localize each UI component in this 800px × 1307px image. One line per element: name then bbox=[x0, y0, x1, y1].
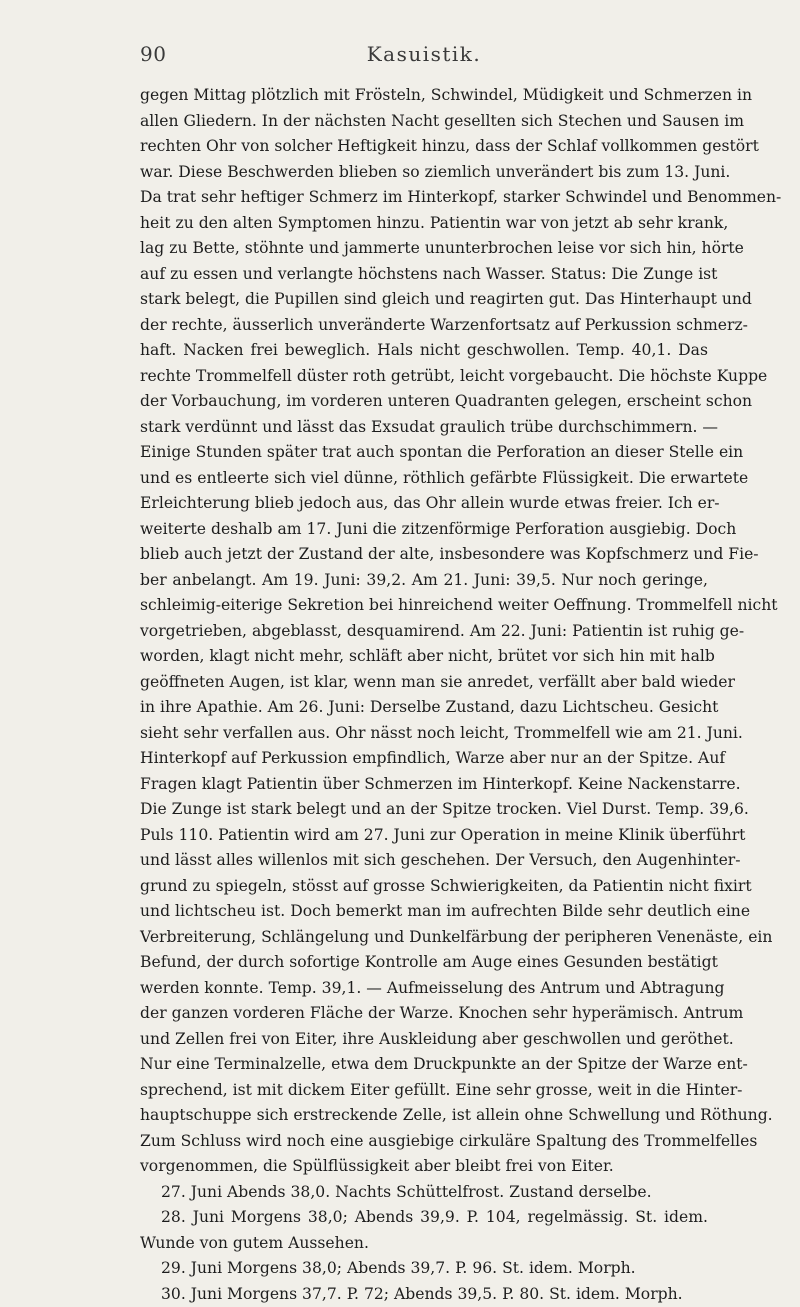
text-line: und lässt alles willenlos mit sich geschehen. Der Versuch, den Augenhinter- bbox=[140, 848, 708, 874]
text-line: Einige Stunden später trat auch spontan die Perforation an dieser Stelle ein bbox=[140, 440, 708, 466]
text-line: sprechend, ist mit dickem Eiter gefüllt. Eine sehr grosse, weit in die Hinter- bbox=[140, 1078, 708, 1104]
text-line: blieb auch jetzt der Zustand der alte, insbesondere was Kopfschmerz und Fie- bbox=[140, 542, 708, 568]
text-line: und es entleerte sich viel dünne, röthlich gefärbte Flüssigkeit. Die erwartete bbox=[140, 466, 708, 492]
page-header bbox=[140, 42, 708, 74]
text-line: lag zu Bette, stöhnte und jammerte ununterbrochen leise vor sich hin, hörte bbox=[140, 236, 708, 262]
text-line: rechte Trommelfell düster roth getrübt, leicht vorgebaucht. Die höchste Kuppe bbox=[140, 364, 708, 390]
text-line: vorgetrieben, abgeblasst, desquamirend. Am 22. Juni: Patientin ist ruhig ge- bbox=[140, 619, 708, 645]
text-line: stark verdünnt und lässt das Exsudat graulich trübe durchschimmern. — bbox=[140, 415, 708, 441]
text-line: Die Zunge ist stark belegt und an der Spitze trocken. Viel Durst. Temp. 39,6. bbox=[140, 797, 708, 823]
page-number: 90 bbox=[140, 42, 166, 66]
text-line: gegen Mittag plötzlich mit Frösteln, Schwindel, Müdigkeit und Schmerzen in bbox=[140, 83, 708, 109]
text-line: vorgenommen, die Spülflüssigkeit aber bleibt frei von Eiter. bbox=[140, 1154, 708, 1180]
text-line: rechten Ohr von solcher Heftigkeit hinzu, dass der Schlaf vollkommen gestört bbox=[140, 134, 708, 160]
text-line: hauptschuppe sich erstreckende Zelle, ist allein ohne Schwellung und Röthung. bbox=[140, 1103, 708, 1129]
text-line: Puls 110. Patientin wird am 27. Juni zur Operation in meine Klinik überführt bbox=[140, 823, 708, 849]
body-text bbox=[140, 83, 708, 1307]
text-line: worden, klagt nicht mehr, schläft aber nicht, brütet vor sich hin mit halb bbox=[140, 644, 708, 670]
text-line: der rechte, äusserlich unveränderte Warzenfortsatz auf Perkussion schmerz- bbox=[140, 313, 708, 339]
text-line: Fragen klagt Patientin über Schmerzen im Hinterkopf. Keine Nackenstarre. bbox=[140, 772, 708, 798]
running-title: Kasuistik. bbox=[140, 42, 708, 66]
text-line: 27. Juni Abends 38,0. Nachts Schüttelfrost. Zustand derselbe. bbox=[140, 1180, 708, 1206]
text-line: Da trat sehr heftiger Schmerz im Hinterkopf, starker Schwindel und Benommen- bbox=[140, 185, 708, 211]
text-line: Zum Schluss wird noch eine ausgiebige cirkuläre Spaltung des Trommelfelles bbox=[140, 1129, 708, 1155]
text-line: und lichtscheu ist. Doch bemerkt man im aufrechten Bilde sehr deutlich eine bbox=[140, 899, 708, 925]
text-line: grund zu spiegeln, stösst auf grosse Schwierigkeiten, da Patientin nicht fixirt bbox=[140, 874, 708, 900]
text-line: haft. Nacken frei beweglich. Hals nicht geschwollen. Temp. 40,1. Das bbox=[140, 338, 708, 364]
text-line: 28. Juni Morgens 38,0; Abends 39,9. P. 104, regelmässig. St. idem. bbox=[140, 1205, 708, 1231]
text-line: Hinterkopf auf Perkussion empfindlich, Warze aber nur an der Spitze. Auf bbox=[140, 746, 708, 772]
text-line: 30. Juni Morgens 37,7. P. 72; Abends 39,5. P. 80. St. idem. Morph. bbox=[140, 1282, 708, 1307]
text-line: Befund, der durch sofortige Kontrolle am Auge eines Gesunden bestätigt bbox=[140, 950, 708, 976]
text-line: sieht sehr verfallen aus. Ohr nässt noch leicht, Trommelfell wie am 21. Juni. bbox=[140, 721, 708, 747]
text-line: stark belegt, die Pupillen sind gleich und reagirten gut. Das Hinterhaupt und bbox=[140, 287, 708, 313]
text-line: Erleichterung blieb jedoch aus, das Ohr allein wurde etwas freier. Ich er- bbox=[140, 491, 708, 517]
text-line: weiterte deshalb am 17. Juni die zitzenförmige Perforation ausgiebig. Doch bbox=[140, 517, 708, 543]
text-line: auf zu essen und verlangte höchstens nach Wasser. Status: Die Zunge ist bbox=[140, 262, 708, 288]
text-line: der Vorbauchung, im vorderen unteren Quadranten gelegen, erscheint schon bbox=[140, 389, 708, 415]
text-line: Nur eine Terminalzelle, etwa dem Druckpunkte an der Spitze der Warze ent- bbox=[140, 1052, 708, 1078]
text-line: schleimig-eiterige Sekretion bei hinreichend weiter Oeffnung. Trommelfell nicht bbox=[140, 593, 708, 619]
text-line: in ihre Apathie. Am 26. Juni: Derselbe Zustand, dazu Lichtscheu. Gesicht bbox=[140, 695, 708, 721]
text-line: Wunde von gutem Aussehen. bbox=[140, 1231, 708, 1257]
text-line: Verbreiterung, Schlängelung und Dunkelfärbung der peripheren Venenäste, ein bbox=[140, 925, 708, 951]
text-line: werden konnte. Temp. 39,1. — Aufmeisselung des Antrum und Abtragung bbox=[140, 976, 708, 1002]
text-line: ber anbelangt. Am 19. Juni: 39,2. Am 21. Juni: 39,5. Nur noch geringe, bbox=[140, 568, 708, 594]
text-line: war. Diese Beschwerden blieben so ziemlich unverändert bis zum 13. Juni. bbox=[140, 160, 708, 186]
text-line: geöffneten Augen, ist klar, wenn man sie anredet, verfällt aber bald wieder bbox=[140, 670, 708, 696]
text-line: allen Gliedern. In der nächsten Nacht gesellten sich Stechen und Sausen im bbox=[140, 109, 708, 135]
text-line: und Zellen frei von Eiter, ihre Auskleidung aber geschwollen und geröthet. bbox=[140, 1027, 708, 1053]
text-line: der ganzen vorderen Fläche der Warze. Knochen sehr hyperämisch. Antrum bbox=[140, 1001, 708, 1027]
text-line: 29. Juni Morgens 38,0; Abends 39,7. P. 96. St. idem. Morph. bbox=[140, 1256, 708, 1282]
text-line: heit zu den alten Symptomen hinzu. Patientin war von jetzt ab sehr krank, bbox=[140, 211, 708, 237]
